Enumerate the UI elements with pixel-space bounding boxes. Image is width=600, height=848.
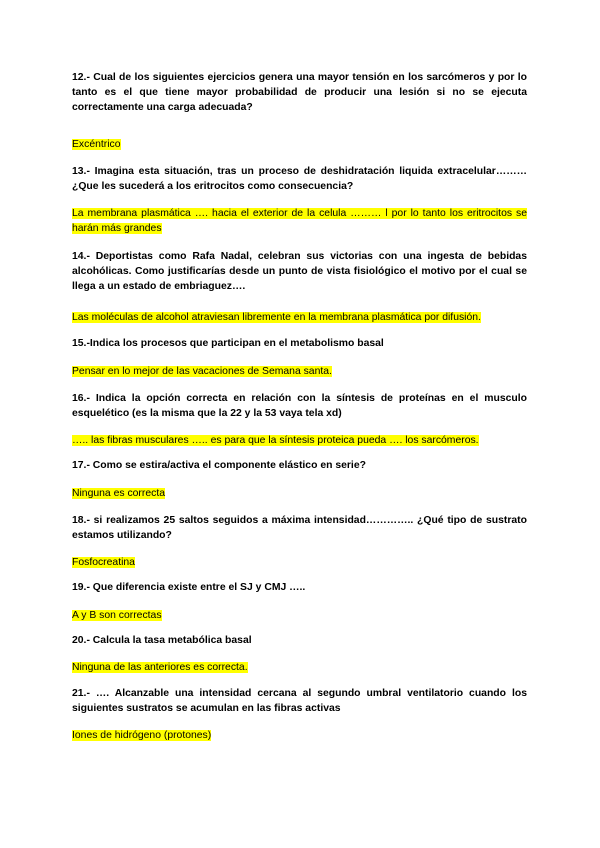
question-17	[72, 458, 527, 500]
answer-text	[72, 364, 527, 379]
question-text: 20.- Calcula la tasa metabólica basal	[72, 634, 252, 646]
highlighted-answer: Ninguna de las anteriores es correcta.	[72, 662, 248, 674]
document-page	[72, 70, 527, 743]
answer-text	[72, 137, 527, 152]
question-text: 12.- Cual de los siguientes ejercicios genera una mayor tensión en los sarcómeros y por lo tanto es el que tiene mayor probabilidad de producir una lesión si no se ejecuta correctamente una carga adecuada?	[72, 72, 527, 114]
highlighted-answer: A y B son correctas	[72, 609, 162, 621]
highlighted-answer: Iones de hidrógeno (protones)	[72, 729, 212, 741]
highlighted-answer: Las moléculas de alcohol atraviesan libremente en la membrana plasmática por difusión.	[72, 312, 481, 324]
question-text: 15.-Indica los procesos que participan en el metabolismo basal	[72, 338, 384, 350]
answer-text	[72, 608, 527, 623]
question-14	[72, 249, 527, 326]
answer-text	[72, 555, 527, 570]
answer-text	[72, 206, 527, 236]
question-text: 16.- Indica la opción correcta en relación con la síntesis de proteínas en el musculo esquelético (es la misma que la 22 y la 53 vaya tela xd)	[72, 392, 527, 420]
highlighted-answer: Ninguna es correcta	[72, 487, 165, 499]
question-16	[72, 391, 527, 449]
question-19	[72, 580, 527, 622]
answer-text	[72, 728, 527, 743]
question-13	[72, 164, 527, 237]
question-text: 19.- Que diferencia existe entre el SJ y CMJ …..	[72, 582, 306, 594]
highlighted-answer: ….. las fibras musculares ….. es para que la síntesis proteica pueda …. los sarcómeros.	[72, 435, 479, 447]
highlighted-answer: La membrana plasmática …. hacia el exterior de la celula ……… l por lo tanto los eritrocitos se harán más grandes	[72, 208, 527, 235]
highlighted-answer: Excéntrico	[72, 138, 121, 150]
highlighted-answer: Pensar en lo mejor de las vacaciones de Semana santa.	[72, 365, 332, 377]
question-15	[72, 336, 527, 378]
question-12	[72, 70, 527, 152]
answer-text	[72, 660, 527, 675]
question-text: 18.- si realizamos 25 saltos seguidos a máxima intensidad………….. ¿Qué tipo de sustrato estamos utilizando?	[72, 514, 527, 542]
answer-text	[72, 433, 527, 448]
question-text: 21.- …. Alcanzable una intensidad cercana al segundo umbral ventilatorio cuando los siguientes sustratos se acumulan en las fibras activas	[72, 688, 527, 715]
question-text: 14.- Deportistas como Rafa Nadal, celebran sus victorias con una ingesta de bebidas alcohólicas. Como justificarías desde un punto de vista fisiológico el motivo por el cual se llega a un estado de embriaguez….	[72, 250, 527, 293]
question-21	[72, 686, 527, 743]
answer-text	[72, 310, 527, 325]
question-18	[72, 513, 527, 571]
question-text: 17.- Como se estira/activa el componente elástico en serie?	[72, 460, 366, 472]
answer-text	[72, 486, 527, 501]
highlighted-answer: Fosfocreatina	[72, 557, 135, 569]
question-text: 13.- Imagina esta situación, tras un proceso de deshidratación liquida extracelular……… ¿Que les sucederá a los eritrocitos como consecuencia?	[72, 165, 527, 193]
question-20	[72, 633, 527, 675]
